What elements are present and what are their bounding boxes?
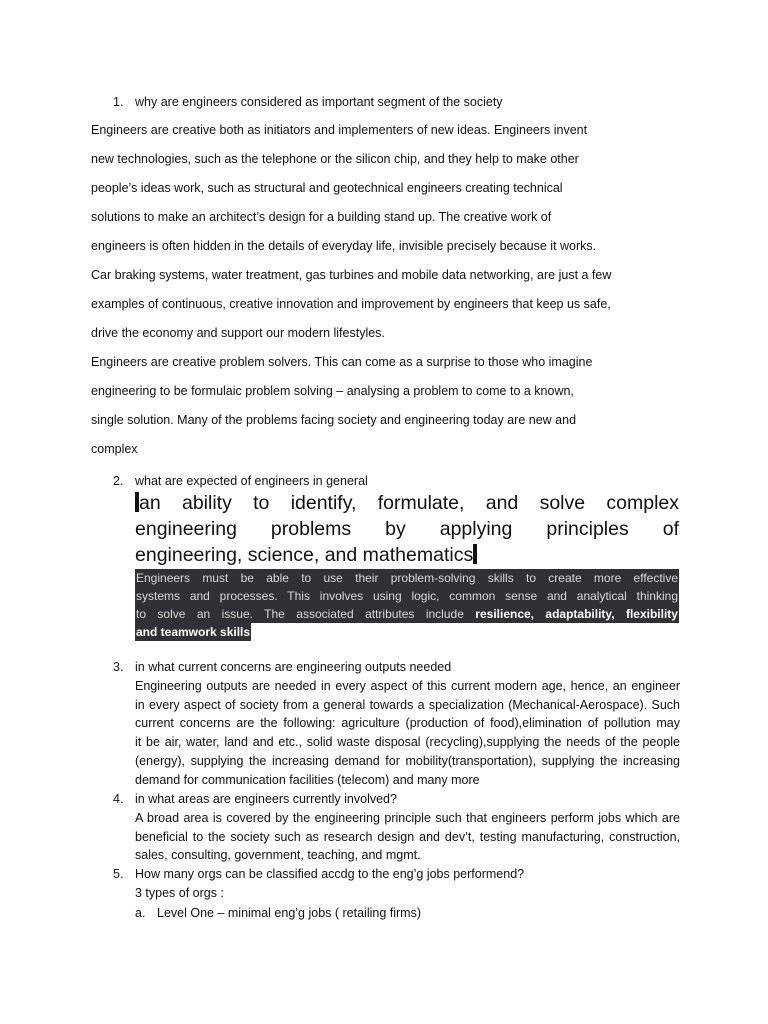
bold-attributes: and teamwork skills bbox=[136, 625, 251, 639]
question-2 bbox=[113, 473, 368, 489]
question-text: How many orgs can be classified accdg to the eng’g jobs performend? bbox=[135, 867, 525, 881]
answer-line: Car braking systems, water treatment, gas turbines and mobile data networking, are just a few bbox=[91, 268, 612, 282]
selected-text-block bbox=[135, 569, 679, 641]
answer-3 bbox=[135, 677, 680, 789]
definition-line: engineering problems by applying principles of bbox=[135, 518, 679, 540]
answer-line: people’s ideas work, such as structural and geotechnical engineers creating technical bbox=[91, 181, 563, 195]
answer-line: it be air, water, land and etc., solid waste disposal (recycling),supplying the needs of the people bbox=[135, 735, 680, 750]
answer-line: in every aspect of society from a general towards a specialization (Mechanical-Aerospace). Such bbox=[135, 697, 680, 712]
question-number: 1. bbox=[113, 95, 124, 109]
answer-line: drive the economy and support our modern lifestyles. bbox=[91, 326, 385, 340]
highlighted-definition bbox=[135, 490, 679, 568]
question-5 bbox=[113, 866, 524, 882]
answer-line: A broad area is covered by the engineering principle such that engineers perform jobs which are bbox=[135, 811, 680, 825]
answer-line: 3 types of orgs : bbox=[135, 886, 224, 900]
question-3 bbox=[113, 659, 451, 675]
question-4 bbox=[113, 791, 397, 807]
question-text: in what areas are engineers currently involved? bbox=[135, 792, 397, 806]
bold-attributes: resilience, adaptability, flexibility bbox=[475, 607, 678, 621]
question-number: 2. bbox=[113, 474, 124, 488]
answer-line: solutions to make an architect’s design for a building stand up. The creative work of bbox=[91, 210, 552, 224]
answer-line: new technologies, such as the telephone or the silicon chip, and they help to make other bbox=[91, 152, 579, 166]
selected-line: Engineers must be able to use their problem-solving skills to create more effective bbox=[136, 571, 678, 585]
answer-line: demand for communication facilities (telecom) and many more bbox=[135, 772, 480, 787]
question-1 bbox=[113, 94, 503, 110]
answer-4 bbox=[135, 809, 680, 865]
answer-line: engineering to be formulaic problem solving – analysing a problem to come to a known, bbox=[91, 384, 574, 398]
question-text: what are expected of engineers in general bbox=[135, 474, 368, 488]
answer-line: beneficial to the society such as research design and dev’t, testing manufacturing, construction, bbox=[135, 829, 680, 844]
sub-item-a bbox=[135, 905, 421, 921]
text-cursor bbox=[473, 544, 477, 564]
question-number: 3. bbox=[113, 660, 124, 674]
answer-line: Engineers are creative both as initiators and implementers of new ideas. Engineers invent bbox=[91, 123, 588, 137]
answer-line: engineers is often hidden in the details of everyday life, invisible precisely because it works. bbox=[91, 239, 597, 253]
question-text: why are engineers considered as important segment of the society bbox=[135, 95, 503, 109]
selected-line: systems and processes. This involves using logic, common sense and analytical thinking bbox=[136, 589, 678, 603]
definition-line: an ability to identify, formulate, and solve complex bbox=[139, 492, 679, 514]
answer-line: complex bbox=[91, 442, 138, 456]
answer-1 bbox=[91, 116, 691, 464]
answer-line: single solution. Many of the problems facing society and engineering today are new and bbox=[91, 413, 577, 427]
answer-line: current concerns are the following: agriculture (production of food),elimination of pollution may bbox=[135, 716, 680, 731]
answer-line: Engineering outputs are needed in every aspect of this current modern age, hence, an engineer bbox=[135, 679, 680, 693]
answer-line: Engineers are creative problem solvers. This can come as a surprise to those who imagine bbox=[91, 355, 593, 369]
question-number: 5. bbox=[113, 867, 124, 881]
sub-item-text: Level One – minimal eng’g jobs ( retailing firms) bbox=[157, 906, 421, 920]
sub-item-letter: a. bbox=[135, 906, 146, 920]
definition-line: engineering, science, and mathematics bbox=[135, 544, 474, 566]
answer-line: examples of continuous, creative innovation and improvement by engineers that keep us safe, bbox=[91, 297, 611, 311]
selected-line: to solve an issue. The associated attributes include bbox=[136, 607, 464, 621]
answer-line: sales, consulting, government, teaching, and mgmt. bbox=[135, 848, 421, 863]
question-text: in what current concerns are engineering outputs needed bbox=[135, 660, 452, 674]
answer-line: (energy), supplying the increasing demand for mobility(transportation), supplying the increasing bbox=[135, 753, 680, 768]
answer-5 bbox=[135, 884, 680, 903]
question-number: 4. bbox=[113, 792, 124, 806]
